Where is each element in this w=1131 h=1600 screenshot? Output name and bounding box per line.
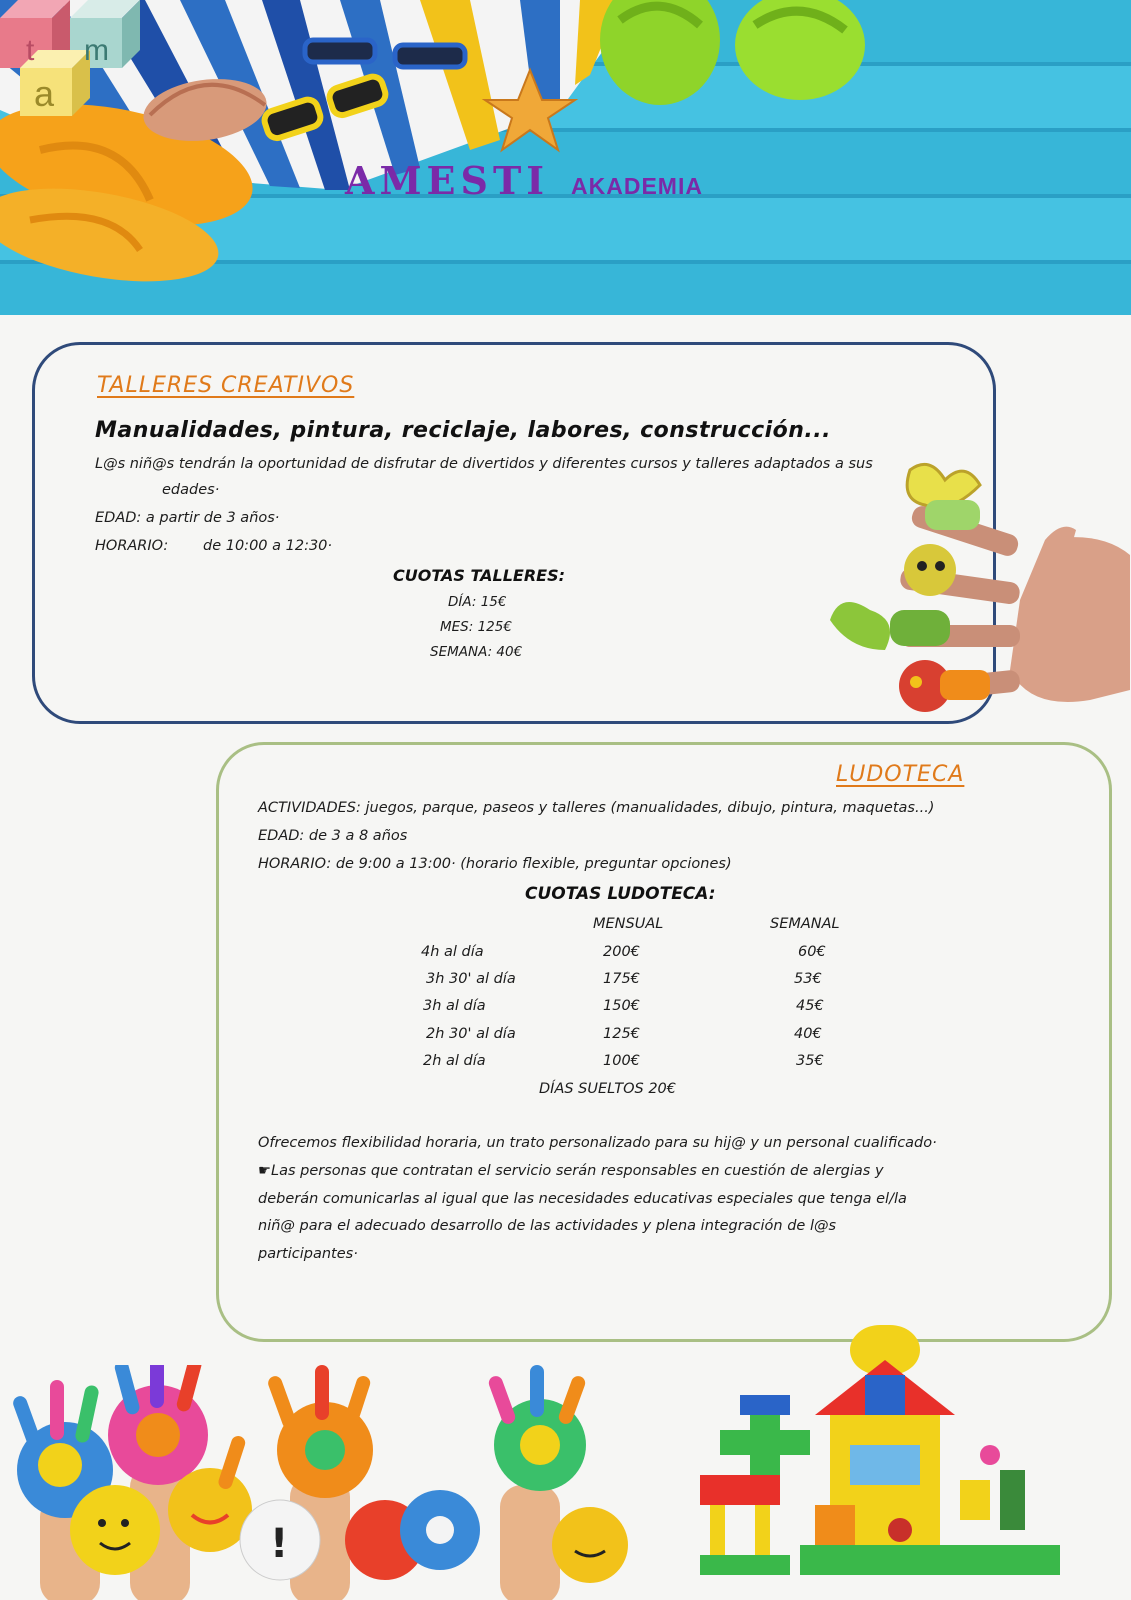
finger-puppets-illustration [830,460,1130,735]
column-header-mensual: MENSUAL [593,916,664,932]
ludoteca-horario: HORARIO: de 9:00 a 13:00· (horario flexible, preguntar opciones) [258,856,732,872]
fee-row-mensual: 200€ [603,944,640,960]
fee-row-semanal: 53€ [794,971,822,987]
brand [345,158,703,203]
brand-name: AMESTI [345,158,550,203]
fee-row-semanal: 40€ [794,1026,822,1042]
talleres-edad: EDAD: a partir de 3 años· [95,510,280,526]
ludoteca-note-line: Ofrecemos flexibilidad horaria, un trato personalizado para su hij@ y un personal cualificado· [258,1135,937,1151]
ludoteca-actividades: ACTIVIDADES: juegos, parque, paseos y talleres (manualidades, dibujo, pintura, maquetas...) [258,800,935,816]
brand-subtitle: AKADEMIA [571,173,703,199]
talleres-fee-semana: SEMANA: 40€ [430,644,523,660]
header-banner [0,0,1131,315]
fee-row-label: 3h 30' al día [426,971,516,987]
talleres-fees-title: CUOTAS TALLERES: [393,566,566,585]
talleres-description-cont: edades· [162,482,220,498]
fee-row-semanal: 60€ [798,944,826,960]
fee-row-mensual: 100€ [603,1053,640,1069]
svg-text:!: ! [270,1521,289,1567]
ludoteca-note-line: niñ@ para el adecuado desarrollo de las actividades y plena integración de l@s [258,1218,837,1234]
ludoteca-fees-title: CUOTAS LUDOTECA: [525,884,716,904]
talleres-horario-value: de 10:00 a 12:30· [203,538,333,554]
talleres-description: L@s niñ@s tendrán la oportunidad de disfrutar de divertidos y diferentes cursos y talleres adaptados a sus [95,456,873,472]
logo-letter-t: t [26,34,35,67]
column-header-semanal: SEMANAL [770,916,840,932]
ludoteca-edad: EDAD: de 3 a 8 años [258,828,408,844]
fee-row-semanal: 35€ [796,1053,824,1069]
talleres-fee-mes: MES: 125€ [440,619,512,635]
ludoteca-note-line: deberán comunicarlas al igual que las necesidades educativas especiales que tenga el/la [258,1191,907,1207]
talleres-title: TALLERES CREATIVOS [97,373,355,398]
green-flip-flops [600,0,865,105]
logo-letter-m: m [84,34,109,67]
fee-row-label: 2h al día [423,1053,486,1069]
fee-row-mensual: 175€ [603,971,640,987]
talleres-subtitle: Manualidades, pintura, reciclaje, labores, construcción... [95,418,832,443]
fee-row-semanal: 45€ [796,998,824,1014]
fee-row-label: 2h 30' al día [426,1026,516,1042]
talleres-fee-dia: DÍA: 15€ [448,594,507,610]
logo-letter-a: a [34,73,55,114]
talleres-horario-label: HORARIO: [95,538,169,554]
painted-hands-illustration [0,1365,660,1600]
ludoteca-note-line: participantes· [258,1246,358,1262]
ludoteca-note-line: ☛Las personas que contratan el servicio serán responsables en cuestión de alergias y [258,1163,884,1179]
building-blocks-house-illustration [700,1305,1060,1595]
logo-cubes-icon [0,0,144,118]
ludoteca-title: LUDOTECA [836,762,965,787]
dias-sueltos: DÍAS SUELTOS 20€ [539,1081,677,1097]
fee-row-mensual: 125€ [603,1026,640,1042]
fee-row-label: 4h al día [421,944,484,960]
fee-row-label: 3h al día [423,998,486,1014]
fee-row-mensual: 150€ [603,998,640,1014]
